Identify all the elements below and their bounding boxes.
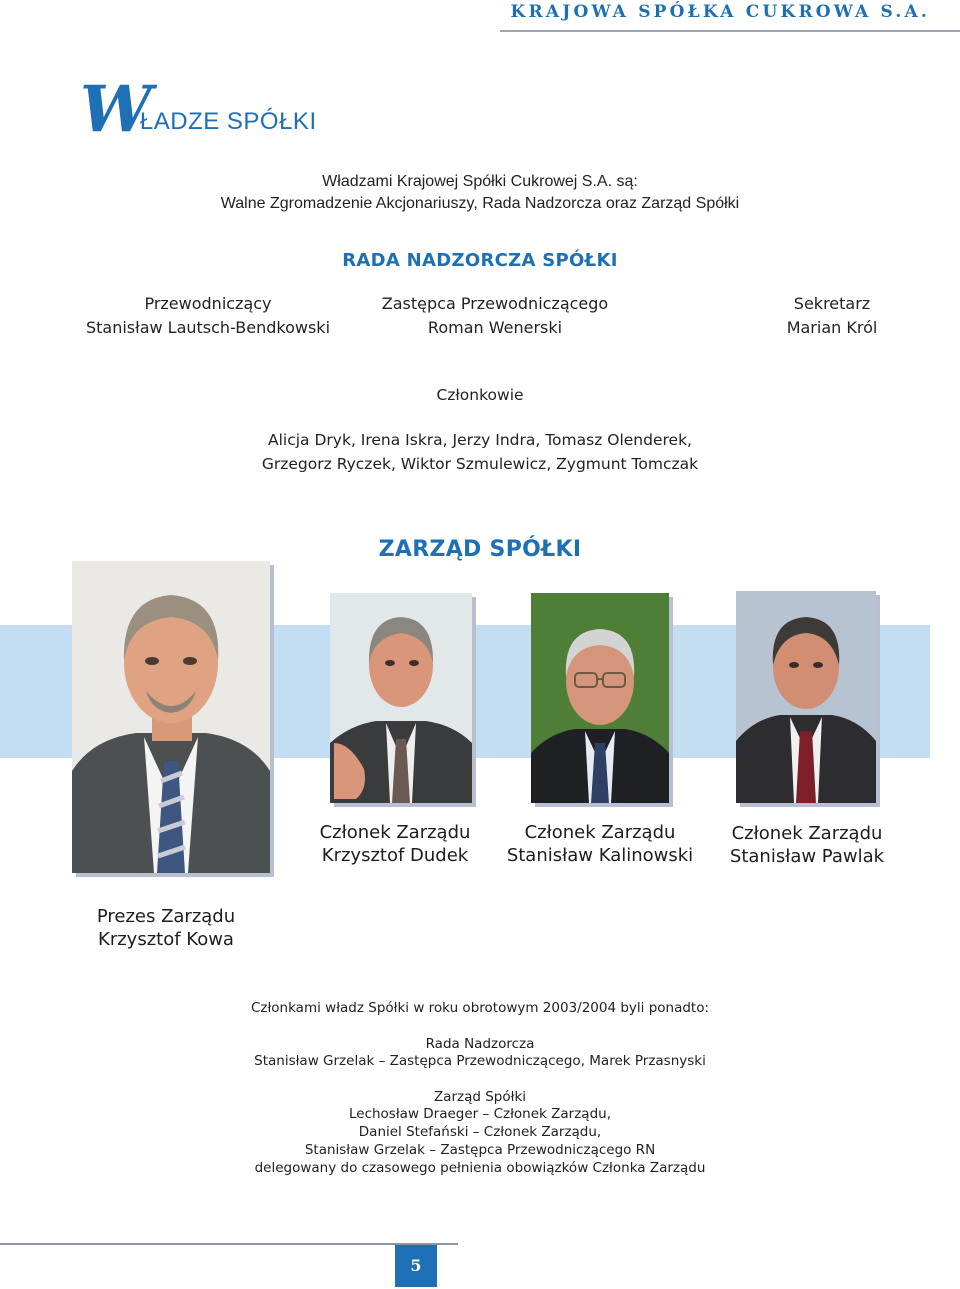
member3-role: Członek Zarządu: [731, 823, 883, 844]
member2-caption: [495, 821, 705, 867]
president-portrait: [72, 561, 270, 873]
member2-portrait: [531, 593, 669, 803]
notes-zs-line-1: Lechosław Draeger – Członek Zarządu,: [348, 1106, 611, 1122]
deputy-name: Roman Wenerski: [427, 318, 563, 337]
page-number: 5: [395, 1245, 437, 1287]
chairman-block: [60, 292, 356, 340]
president-role: Prezes Zarządu: [96, 906, 236, 927]
section-title: [80, 72, 327, 147]
members-label: Członkowie: [436, 386, 524, 404]
supervisory-board-heading: RADA NADZORCZA SPÓŁKI: [342, 250, 618, 271]
president-caption: [82, 905, 250, 951]
section-title-rest: ŁADZE SPÓŁKI: [139, 108, 317, 135]
member3-caption: [712, 822, 902, 868]
member1-photo: [330, 593, 472, 803]
notes-zs-line-2: Daniel Stefański – Członek Zarządu,: [358, 1124, 602, 1140]
members-line-2: Grzegorz Ryczek, Wiktor Szmulewicz, Zygmunt Tomczak: [261, 455, 699, 473]
notes-zs-line-3: Stanisław Grzelak – Zastępca Przewodniczącego RN: [304, 1142, 656, 1158]
member1-caption: [300, 821, 490, 867]
company-header: KRAJOWA SPÓŁKA CUKROWA S.A.: [510, 2, 930, 22]
member2-photo: [531, 593, 669, 803]
secretary-name: Marian Król: [786, 318, 878, 337]
chairman-role: Przewodniczący: [144, 294, 272, 313]
member3-photo: [736, 591, 876, 803]
president-photo: [72, 561, 270, 873]
management-board-heading: ZARZĄD SPÓŁKI: [378, 537, 582, 562]
deputy-block: [340, 292, 650, 340]
intro-line-2: Walne Zgromadzenie Akcjonariuszy, Rada Nadzorcza oraz Zarząd Spółki: [220, 195, 740, 212]
member1-portrait: [330, 593, 472, 803]
chairman-name: Stanisław Lautsch-Bendkowski: [85, 318, 331, 337]
member3-portrait: [736, 591, 876, 803]
notes-intro: Członkami władz Spółki w roku obrotowym 2003/2004 byli ponadto:: [250, 1000, 710, 1016]
member3-name: Stanisław Pawlak: [729, 846, 885, 867]
intro-line-1: Władzami Krajowej Spółki Cukrowej S.A. są:: [322, 173, 638, 190]
member2-name: Stanisław Kalinowski: [506, 845, 694, 866]
notes-zs-line-4: delegowany do czasowego pełnienia obowiązków Członka Zarządu: [254, 1160, 706, 1176]
notes-zs-heading: Zarząd Spółki: [433, 1089, 527, 1105]
header-rule: [500, 30, 960, 32]
secretary-role: Sekretarz: [793, 294, 871, 313]
notes-rn-heading: Rada Nadzorcza: [425, 1036, 535, 1052]
deputy-role: Zastępca Przewodniczącego: [381, 294, 609, 313]
member1-role: Członek Zarządu: [319, 822, 471, 843]
member1-name: Krzysztof Dudek: [321, 845, 469, 866]
members-line-1: Alicja Dryk, Irena Iskra, Jerzy Indra, Tomasz Olenderek,: [268, 431, 692, 449]
section-title-initial: W: [80, 72, 150, 147]
member2-role: Członek Zarządu: [524, 822, 676, 843]
secretary-block: [740, 292, 924, 340]
footer-rule: [0, 1243, 458, 1245]
notes-rn-line: Stanisław Grzelak – Zastępca Przewodniczącego, Marek Przasnyski: [254, 1053, 706, 1069]
president-name: Krzysztof Kowa: [98, 929, 234, 950]
